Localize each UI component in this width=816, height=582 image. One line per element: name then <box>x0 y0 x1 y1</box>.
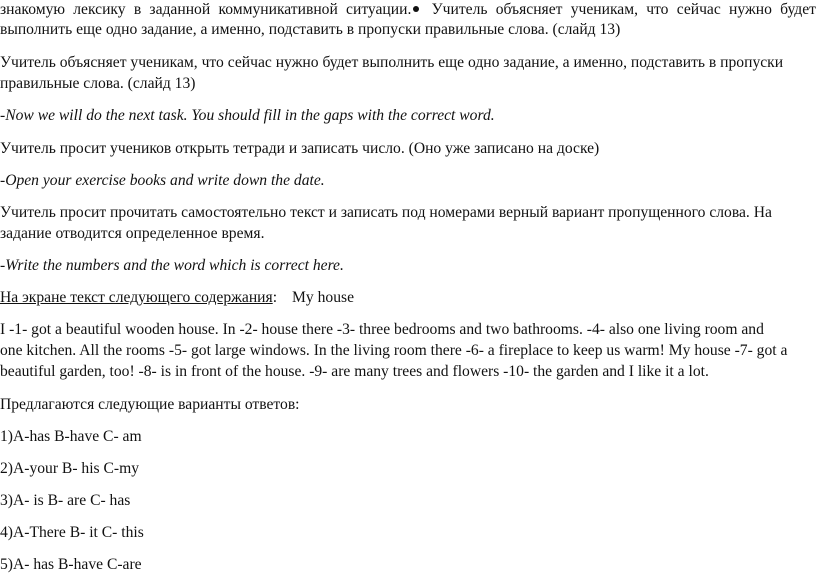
paragraph-1-line-2: выполнить еще одно задание, а именно, подставить в пропуски правильные слова. (слайд 13) <box>0 21 621 38</box>
answer-option: 4)A-There B- it C- this <box>0 524 144 541</box>
answer-option: 5)A- has B-have C-are <box>0 556 142 573</box>
paragraph-3-english-instruction: -Now we will do the next task. You should fill in the gaps with the correct word. <box>0 107 495 124</box>
word: лексику <box>73 1 126 18</box>
word: будет <box>780 1 816 18</box>
word: Учитель <box>431 1 488 18</box>
word-with-bullet: ситуации. <box>346 0 423 20</box>
word: знакомую <box>0 1 66 18</box>
answer-option: 3)A- is B- are C- has <box>0 492 131 509</box>
options-intro: Предлагаются следующие варианты ответов: <box>0 396 300 413</box>
screen-title: My house <box>292 289 354 306</box>
answer-option: 1)A-has B-have C- am <box>0 428 142 445</box>
word: в <box>133 1 142 18</box>
word: сейчас <box>676 1 721 18</box>
word: коммуникативной <box>218 1 338 18</box>
word: что <box>646 1 669 18</box>
exercise-text-line-3: beautiful garden, too! -8- is in front of the house. -9- are many trees and flowers -10- the garden and I like it a lot. <box>0 363 709 380</box>
paragraph-1-line-1 <box>0 0 816 20</box>
paragraph-2-line-1: Учитель объясняет ученикам, что сейчас нужно будет выполнить еще одно задание, а именно, подставить в пропуски <box>0 54 784 71</box>
paragraph-5-english-instruction: -Open your exercise books and write down the date. <box>0 172 325 189</box>
screen-text-heading <box>0 288 354 308</box>
paragraph-6-line-2: задание отводится определенное время. <box>0 225 265 242</box>
paragraph-2-line-2: правильные слова. (слайд 13) <box>0 75 196 92</box>
answer-option: 2)A-your B- his C-my <box>0 460 140 477</box>
word: ученикам, <box>570 1 638 18</box>
screen-colon: : <box>272 289 278 306</box>
bullet-icon <box>413 6 419 12</box>
word: заданной <box>149 1 211 18</box>
paragraph-4: Учитель просит учеников открыть тетради и записать число. (Оно уже записано на доске) <box>0 140 600 157</box>
exercise-text-line-2: one kitchen. All the rooms -5- got large windows. In the living room there -6- a fireplace to keep us warm! My house -7- got a <box>0 342 788 359</box>
word: объясняет <box>495 1 563 18</box>
word: нужно <box>729 1 772 18</box>
paragraph-7-english-instruction: -Write the numbers and the word which is correct here. <box>0 257 344 274</box>
exercise-text-line-1: I -1- got a beautiful wooden house. In -2- house there -3- three bedrooms and two bathrooms. -4- also one living room and <box>0 321 764 338</box>
paragraph-6-line-1: Учитель просит прочитать самостоятельно текст и записать под номерами верный вариант пропущенного слова. На <box>0 204 772 221</box>
screen-label: На экране текст следующего содержания <box>0 289 273 306</box>
